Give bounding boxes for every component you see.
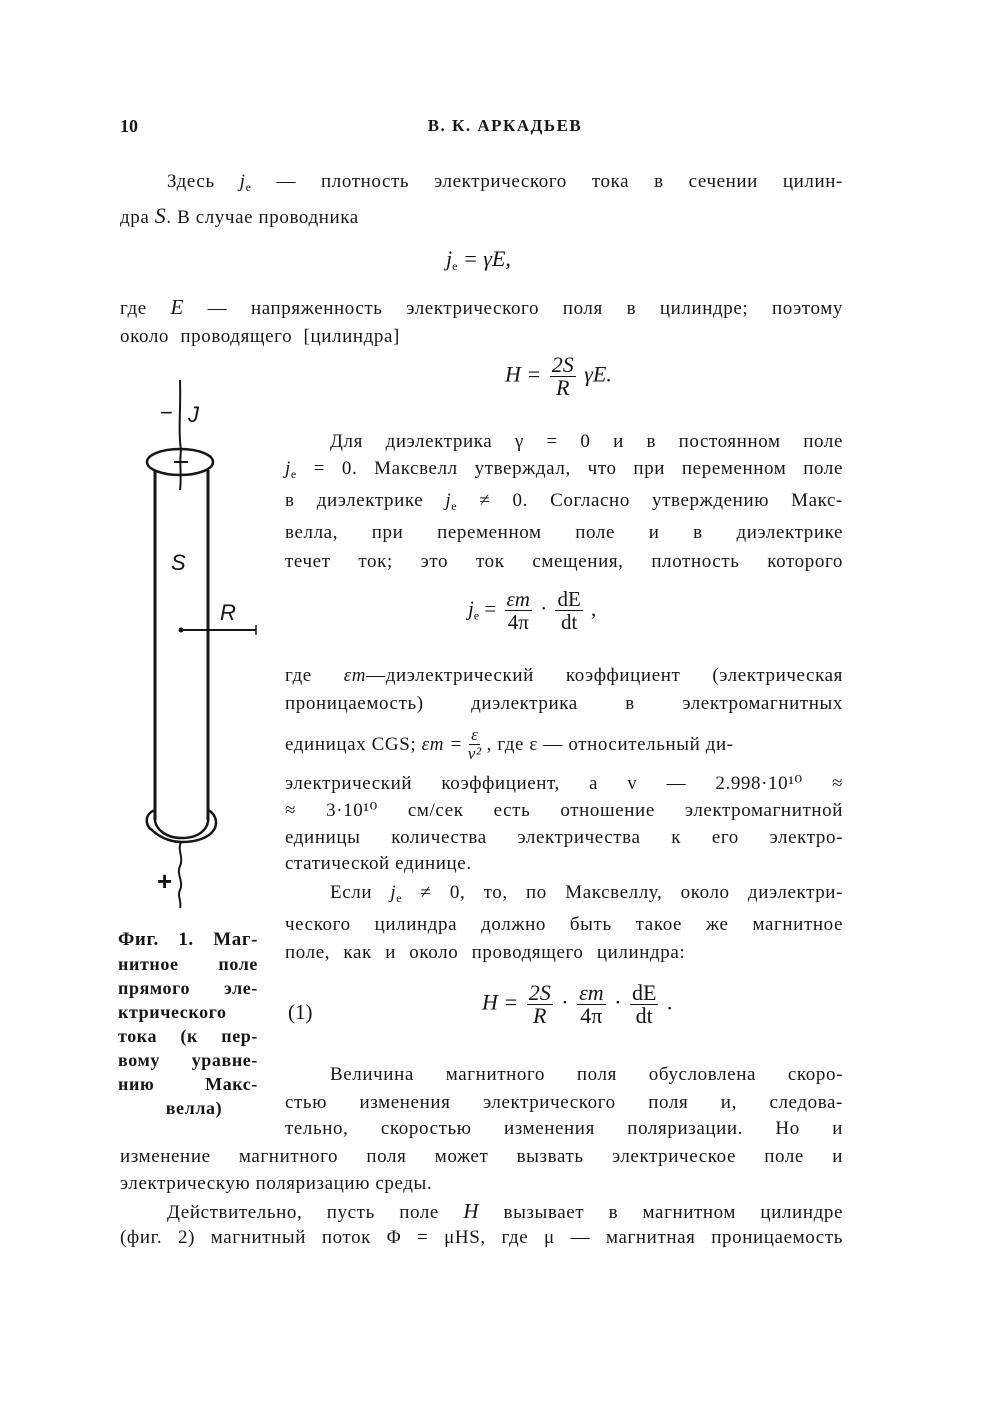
area-label: S: [171, 550, 186, 575]
caption-line: нию Макс-: [118, 1074, 258, 1094]
paragraph-2-line-2: около проводящего [цилиндра]: [120, 326, 400, 347]
sub-e: e: [473, 608, 480, 623]
text: где: [120, 298, 171, 319]
numerator: dE: [631, 980, 657, 1005]
paragraph-6-line-3: тельно, скоростью изменения поляризации. Но и: [285, 1118, 843, 1139]
paragraph-6-line-5: электрическую поляризацию среды.: [120, 1173, 433, 1194]
fraction-2s-r: [527, 982, 553, 1027]
var-h: H: [463, 1199, 480, 1223]
paragraph-4-line-1: где εm—диэлектрический коэффициент (электрическая: [285, 665, 843, 686]
rhs: = γE,: [462, 246, 511, 271]
fraction: [550, 354, 576, 399]
var-j: j: [390, 882, 397, 903]
radius-center-dot: [179, 628, 184, 633]
paragraph-2-line-1: [120, 295, 843, 321]
text: = 0. Максвелл утверждал, что при переменном поле: [313, 458, 843, 479]
fraction-epsm-4pi: [577, 982, 606, 1027]
paragraph-6-line-2: стью изменения электрического поля и, следова-: [285, 1092, 843, 1113]
paragraph-3-line-5: течет ток; это ток смещения, плотность которого: [285, 551, 843, 572]
denominator: dt: [635, 1003, 653, 1028]
text: Если: [330, 882, 373, 903]
equation-label-1: (1): [288, 1000, 313, 1024]
running-title: В. К. АРКАДЬЕВ: [427, 116, 583, 135]
lhs: H =: [505, 361, 542, 387]
figure-1-caption: [118, 928, 258, 1120]
denominator: v²: [467, 744, 482, 763]
equation-h-conductor: [505, 354, 612, 399]
numerator: ε: [471, 725, 479, 744]
paragraph-4-line-7: статической единице.: [285, 853, 472, 874]
text: ≠ 0, то, по Максвеллу, около диэлектри-: [420, 882, 843, 903]
paragraph-3-line-2: [285, 457, 843, 481]
paragraph-5-line-1: [330, 881, 843, 905]
radius-label: R: [220, 600, 236, 625]
paragraph-3-line-4: велла, при переменном поле и в диэлектрике: [285, 522, 843, 543]
current-label: J: [188, 402, 199, 427]
text: , где ε — относительный ди-: [486, 733, 734, 755]
equals: =: [484, 596, 497, 621]
caption-line: тока (к пер-: [118, 1026, 258, 1046]
caption-line: Фиг. 1. Маг-: [118, 929, 258, 950]
text: вызывает в магнитном цилиндре: [479, 1202, 843, 1223]
paragraph-4-line-3: [285, 726, 843, 763]
page-number: 10: [120, 116, 138, 136]
paragraph-7-line-1: [167, 1199, 843, 1225]
text: единицах CGS;: [285, 733, 417, 755]
comma: ,: [591, 596, 597, 621]
equation-1-magnetic-field: [482, 982, 672, 1027]
sub-e: e: [290, 467, 297, 481]
lhs: H =: [482, 989, 519, 1015]
lhs: εm =: [421, 733, 463, 755]
numerator: εm: [506, 587, 530, 611]
paragraph-4-line-5: ≈ 3·10¹⁰ см/сек есть отношение электромагнитной: [285, 800, 843, 821]
paragraph-3-line-3: [285, 489, 843, 513]
var-j: j: [285, 458, 291, 479]
paragraph-1-line-1: [167, 170, 843, 194]
cylinder-bottom-inner: [155, 815, 208, 838]
numerator: 2S: [528, 980, 551, 1005]
paragraph-7-line-2: (фиг. 2) магнитный поток Φ = μHS, где μ — магнитная проницаемость: [120, 1227, 843, 1248]
equation-displacement-current: [468, 588, 596, 633]
paragraph-6-line-1: Величина магнитного поля обусловлена скоро-: [330, 1064, 843, 1085]
minus-label: −: [160, 400, 173, 425]
dot: ·: [614, 989, 622, 1015]
numerator: 2S: [551, 352, 574, 377]
text: дра: [120, 207, 155, 228]
top-wire: [180, 380, 181, 490]
fraction-eps-v2: [466, 726, 484, 763]
caption-line: ктрического: [118, 1002, 227, 1022]
paragraph-6-line-4: изменение магнитного поля может вызвать электрическое поле и: [120, 1146, 843, 1167]
var-eps-m: εm: [343, 665, 367, 686]
text: — плотность электрического тока в сечении цилин-: [251, 171, 843, 192]
sub-e: e: [245, 180, 252, 194]
caption-line: велла): [165, 1098, 223, 1118]
figure-1-cylinder-diagram: [120, 370, 280, 920]
denominator: dt: [560, 610, 578, 634]
paragraph-4-line-6: единицы количества электричества к его электро-: [285, 827, 843, 848]
var-s: S: [154, 203, 167, 228]
caption-line: нитное поле: [118, 954, 258, 974]
paragraph-3-line-1: Для диэлектрика γ = 0 и в постоянном поле: [330, 431, 843, 452]
paragraph-4-line-4: электрический коэффициент, а v — 2.998·10¹⁰ ≈: [285, 773, 843, 794]
text: ≠ 0. Согласно утверждению Макс-: [479, 490, 843, 511]
denominator: 4π: [580, 1003, 603, 1028]
bottom-wire: [179, 842, 181, 908]
denominator: R: [533, 1003, 547, 1028]
numerator: dE: [557, 587, 581, 611]
denominator: R: [556, 375, 570, 400]
fraction-de-dt: [630, 982, 658, 1027]
dot: ·: [561, 989, 569, 1015]
var-e: E: [170, 295, 184, 319]
dot: ·: [540, 596, 548, 621]
fraction-epsm-4pi: [505, 588, 532, 633]
plus-label: +: [157, 866, 173, 896]
var-j: j: [239, 171, 246, 192]
text: Здесь: [167, 171, 240, 192]
paragraph-1-line-2: [120, 204, 359, 230]
paragraph-5-line-2: ческого цилиндра должно быть такое же магнитное: [285, 914, 843, 935]
numerator: εm: [579, 980, 604, 1005]
text: Действительно, пусть поле: [167, 1202, 464, 1223]
var-j: j: [468, 596, 474, 621]
fraction-de-dt: [555, 588, 582, 633]
var-j: j: [445, 490, 452, 511]
rhs: γE.: [584, 361, 612, 387]
sub-e: e: [452, 259, 458, 273]
caption-line: вому уравне-: [118, 1050, 258, 1070]
paragraph-4-line-2: проницаемость) диэлектрика в электромагнитных: [285, 693, 843, 714]
text: в диэлектрике: [285, 490, 424, 511]
text: . В случае проводника: [166, 207, 359, 228]
caption-line: прямого эле-: [118, 978, 258, 998]
text: — напряженность электрического поля в цилиндре; поэтому: [183, 298, 843, 319]
equation-je-gamma-e: [446, 246, 511, 272]
sub-e: e: [451, 499, 458, 513]
paragraph-5-line-3: поле, как и около проводящего цилиндра:: [285, 942, 686, 963]
period: .: [666, 989, 673, 1015]
sub-e: e: [396, 891, 403, 905]
text: —диэлектрический коэффициент (электрическая: [366, 665, 843, 686]
denominator: 4π: [507, 610, 529, 634]
var-j: j: [446, 246, 453, 271]
